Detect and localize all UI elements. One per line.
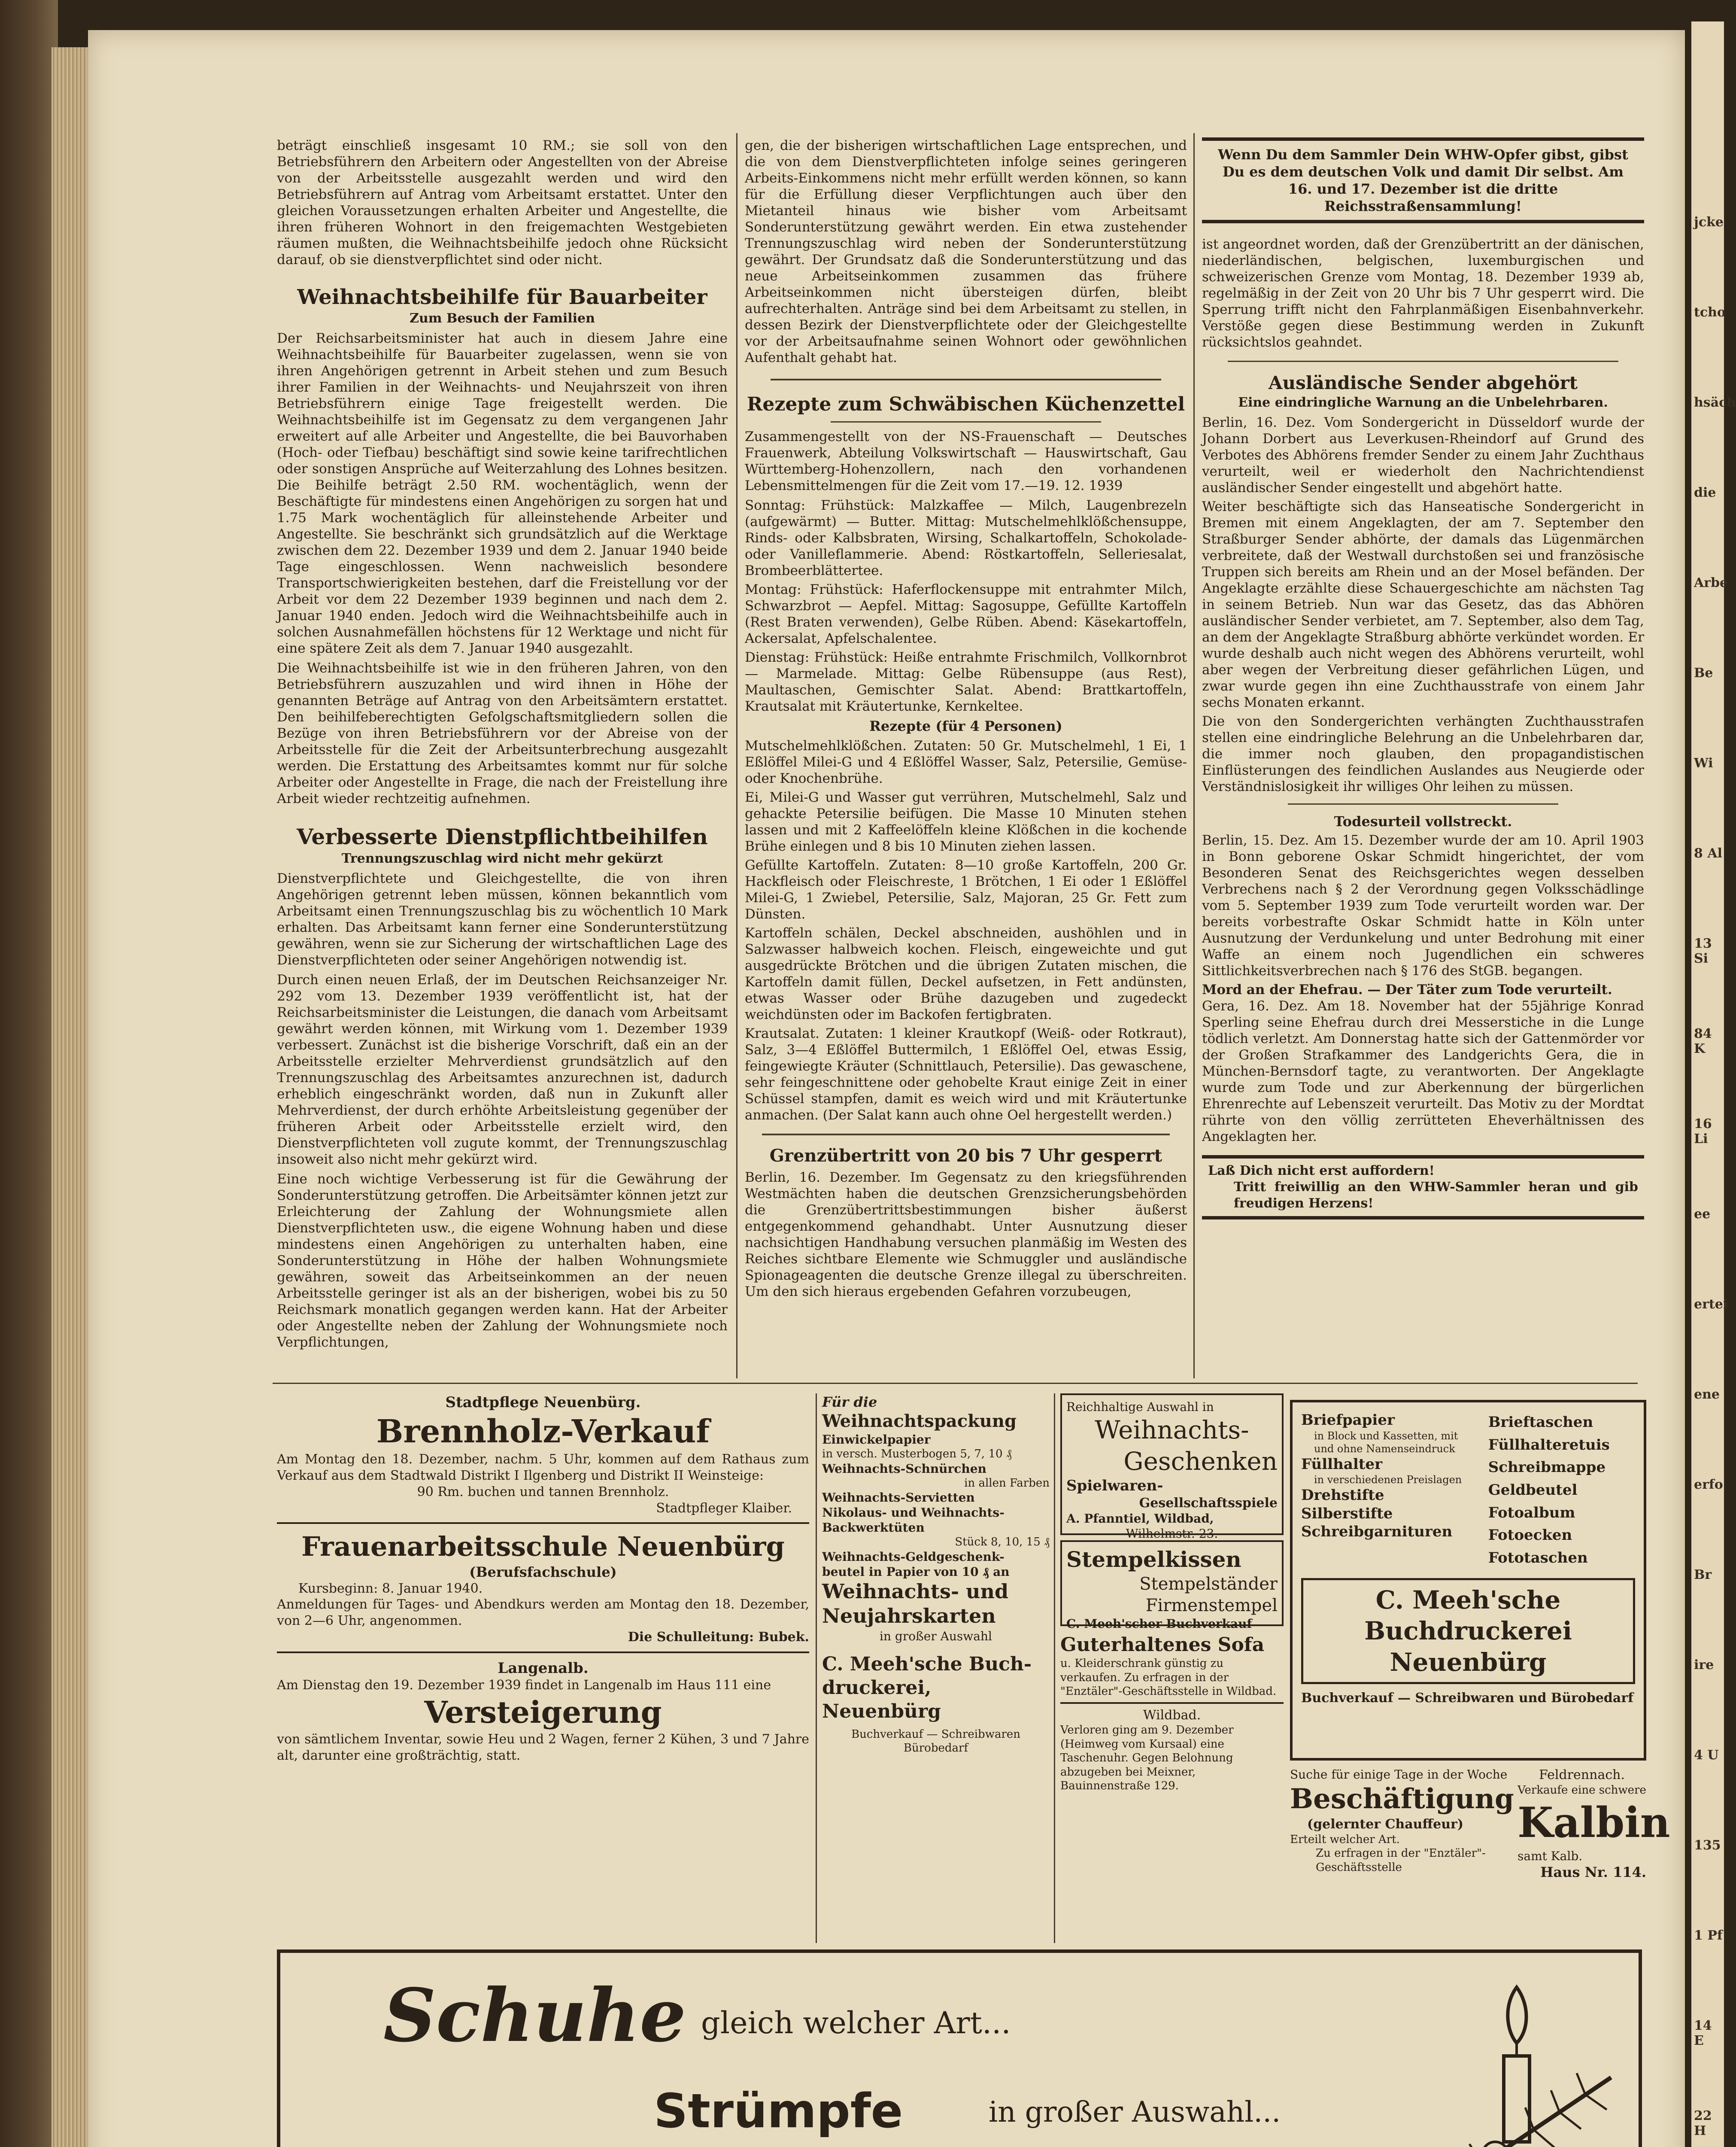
ad-line: Weihnachts-Schnürchen	[822, 1461, 986, 1476]
facing-page-fragment: Br	[1694, 1567, 1712, 1582]
ad-big-struempfe: Strümpfe	[654, 2083, 903, 2138]
ad-line: Gesellschaftsspiele	[1139, 1495, 1278, 1511]
ad-line: Briefpapier	[1301, 1411, 1395, 1429]
ad-line: in versch. Musterbogen 5, 7, 10 ₰	[822, 1448, 1012, 1460]
ad-signature: Die Schulleitung: Bubek.	[628, 1630, 809, 1645]
column-1	[277, 137, 728, 1378]
ad-line: Feldrennach.	[1539, 1767, 1625, 1782]
ad-line: Backwerktüten	[822, 1521, 925, 1535]
ad-beschaeftigung	[1290, 1767, 1513, 1947]
ad-line: in allen Farben	[964, 1476, 1050, 1490]
ad-column-small	[1060, 1393, 1284, 1943]
ad-line: Stempelständer	[1139, 1574, 1278, 1594]
article-paragraph: Die von den Sondergerichten verhängten Zuchthausstrafen stellen eine eindringliche Belehrung an die Unbelehrbaren dar, die immer noch glauben, den propagandistischen Einflüsterungen des feindlichen Auslandes aus Neugierde oder Verständnislosigkeit ihr williges Ohr leihen zu müssen.	[1202, 714, 1644, 794]
candle-fir-branch-illustration	[1388, 1979, 1628, 2147]
ad-text: Anmeldungen für Tages- und Abendkurs werden am Montag den 18. Dezember, von 2—6 Uhr, angenommen.	[277, 1597, 809, 1628]
newspaper-page	[88, 30, 1685, 2147]
ad-stempelkissen	[1060, 1540, 1284, 1631]
whw-notice-box	[1202, 137, 1644, 223]
article-paragraph: Zusammengestellt von der NS-Frauenschaft — Deutsches Frauenwerk, Abteilung Volkswirtschaft — Hauswirtschaft, Gau Württemberg-Hohenzollern, nach den vorhandenen Lebensmittelmengen für die Zeit vom 17.—19. 12. 1939	[745, 429, 1187, 493]
ad-line: in verschiedenen Preislagen	[1314, 1474, 1462, 1486]
ad-text: von sämtlichem Inventar, sowie Heu und 2 Wagen, ferner 2 Kühen, 3 und 7 Jahre alt, darunter eine großträchtig, statt.	[277, 1731, 809, 1763]
article-paragraph: Dienstag: Frühstück: Heiße entrahmte Frischmilch, Vollkornbrot — Marmelade. Mittag: Gelbe Rübensuppe (aus Rest), Maultaschen, Gemischter Salat. Abend: Brattkartoffeln, Krautsalat mit Kräutertunke, Kernkeltee.	[745, 650, 1187, 714]
ad-text: 90 Rm. buchen und tannen Brennholz.	[417, 1484, 669, 1499]
column-rule	[1193, 133, 1195, 1378]
ad-line: Weihnachts- und	[822, 1579, 1009, 1603]
ad-line: Fototaschen	[1488, 1549, 1588, 1567]
headline-mord: Mord an der Ehefrau. — Der Täter zum Tode verurteilt.	[1202, 982, 1612, 997]
ad-text: Kursbeginn: 8. Januar 1940.	[298, 1581, 483, 1596]
column-3	[1202, 137, 1644, 1378]
subheadline: Eine eindringliche Warnung an die Unbelehrbaren.	[1238, 395, 1608, 410]
facing-page-fragment: ee	[1694, 1207, 1711, 1222]
article-paragraph: Der Reichsarbeitsminister hat auch in diesem Jahre eine Weihnachtsbeihilfe für Bauarbeiter zugelassen, wenn sie von ihren Angehörigen getrennt in Arbeit stehen und zum Besuch ihrer Familien in der Weihnachts- und Neujahrszeit von ihren Betriebsführern einige Tage freigestellt werden. Die Weihnachtsbeihilfe ist im Gegensatz zu dem vergangenen Jahr erweitert auf alle Arbeiter und Angestellte, die bei Bauvorhaben (Hoch- oder Tiefbau) beschäftigt sind sowie keine tarifrechtlichen oder sonstigen Ansprüche auf Weiterzahlung des Lohnes besitzen. Die Beihilfe beträgt 2.50 RM. wochentäglich, wenn der Beschäftigte für mindestens einen Angehörigen zu sorgen hat und 1.75 Mark wochentäglich für alleinstehende Arbeiter und Angestellte. Sie beschränkt sich grundsätzlich auf die Werktage zwischen dem 22. Dezember 1939 und dem 2. Januar 1940 beide Tage eingeschlossen. Wenn nachweislich besondere Transportschwierigkeiten bestehen, darf die Freistellung vor der Arbeit vor dem 22 Dezember 1939 beginnen und nach dem 2. Januar 1940 enden. Jedoch wird die Weihnachtsbeihilfe auch in solchen Ausnahmefällen höchstens für 12 Werktage und nicht für eine spätere Zeit als dem 7. Januar 1940 ausgezahlt.	[277, 331, 728, 656]
facing-page-fragment: ire	[1694, 1657, 1714, 1673]
headline-todesurteil: Todesurteil vollstreckt.	[1334, 813, 1512, 830]
article-paragraph: Mutschelmehlklößchen. Zutaten: 50 Gr. Mutschelmehl, 1 Ei, 1 Eßlöffel Milei-G und 4 Eßlöffel Wasser, Salz, Petersilie, Gemüse- oder Knochenbrühe.	[745, 738, 1187, 786]
ad-line: Suche für einige Tage in der Woche	[1290, 1767, 1508, 1782]
ad-signature: Stadtpfleger Klaiber.	[656, 1500, 792, 1516]
rule	[762, 1134, 1170, 1135]
headline-grenzuebertritt: Grenzübertritt von 20 bis 7 Uhr gesperrt	[769, 1146, 1162, 1166]
ad-line: A. Pfanntiel, Wildbad,	[1066, 1511, 1214, 1526]
article-continuation: ist angeordnet worden, daß der Grenzübertritt an der dänischen, niederländischen, belgischen, luxemburgischen und schweizerischen Grenze vom Montag, 18. Dezember 1939 ab, regelmäßig in der Zeit von 20 Uhr bis 7 Uhr gesperrt wird. Die Sperrung trifft nicht den Fahrplanmäßigen Eisenbahnverkehr. Verstöße gegen diese Bestimmung werden in Zukunft rücksichtslos geahndet.	[1202, 237, 1644, 350]
column-2	[745, 137, 1187, 1378]
article-paragraph: Berlin, 16. Dez. Vom Sondergericht in Düsseldorf wurde der Johann Dorbert aus Leverkusen-Rheindorf auf Grund des Verbotes des Abhörens fremder Sender zu einem Jahr Zuchthaus verurteilt, weil er wiederholt den Nachrichtendienst ausländischer Sender eingestellt und abgehört hatte.	[1202, 415, 1644, 496]
ad-text: gleich welcher Art...	[701, 2005, 1011, 2041]
ad-title-frauenarbeitsschule: Frauenarbeitsschule Neuenbürg	[301, 1531, 785, 1562]
ad-text: Am Montag den 18. Dezember, nachm. 5 Uhr, kommen auf dem Rathaus zum Verkauf aus dem Stadtwald Distrikt I Ilgenberg und Distrikt II Weinsteige:	[277, 1452, 809, 1483]
article-paragraph: Krautsalat. Zutaten: 1 kleiner Krautkopf (Weiß- oder Rotkraut), Salz, 3—4 Eßlöffel Buttermilch, 1 Eßlöffel Oel, etwas Essig, feingewiegte Kräuter (Schnittlauch, Petersilie). Das gewaschene, sehr feingeschnittene oder gehobelte Kraut einige Zeit in einer Schüssel stampfen, damit es weich wird und mit Kräutertunke anmachen. (Der Salat kann auch ohne Oel hergestellt werden.)	[745, 1026, 1187, 1123]
ad-footer: Buchverkauf	[1301, 1691, 1393, 1706]
ad-line: Füllhalteretuis	[1488, 1436, 1610, 1454]
facing-page-edge	[1691, 21, 1736, 2147]
ad-big-schuhe: Schuhe	[383, 1973, 686, 2059]
article-paragraph: Weiter beschäftigte sich das Hanseatische Sondergericht in Bremen mit einem Angeklagten, der am 7. September den Straßburger Sender abhörte, der damals das Lügenmärchen verbreitete, daß der Westwall durchstoßen sei und französische Truppen sich bereits am Rhein und an der Mosel befänden. Der Angeklagte erzählte diese Schauergeschichte am nächsten Tag in seinem Betrieb. Nun war das Gesetz, das das Abhören ausländischer Sender verbietet, am 7. September, also dem Tag, an dem der Angeklagte Straßburg abhörte verkündet worden. Er wurde deshalb auch nicht wegen des Abhörens verurteilt, wohl aber wegen der Verbreitung dieser gefährlichen Lügen, und zwar wurde gegen ihn eine Zuchthausstrafe von einem Jahr sechs Monaten erkannt.	[1202, 499, 1644, 710]
article-paragraph: Berlin, 15. Dez. Am 15. Dezember wurde der am 10. April 1903 in Bonn geborene Oskar Schmidt hingerichtet, der vom Besonderen Senat des Reichsgerichtes wegen desselben Verbrechens nach § 2 der Verordnung gegen Volksschädlinge vom 5. September 1939 zum Tode verurteilt worden war. Der bereits vorbestrafte Oskar Schmidt hatte in Köln unter Ausnutzung der Verdunkelung und unter Bedrohung mit einer Waffe an einem noch Jugendlichen ein schweres Sittlichkeitsverbrechen nach § 176 des StGB. begangen.	[1202, 833, 1644, 979]
facing-page-fragment: 13 Si	[1694, 936, 1712, 966]
ad-line: Schreibmappe	[1488, 1459, 1606, 1476]
ad-line: druckerei, Neuenbürg	[822, 1676, 941, 1722]
ad-line: Geldbeutel	[1488, 1481, 1578, 1499]
rule	[277, 1522, 809, 1524]
facing-page-fragment: 135	[1694, 1838, 1721, 1853]
ad-line: Fotoecken	[1488, 1527, 1572, 1544]
ad-text: in großer Auswahl...	[989, 2095, 1281, 2129]
article-paragraph: Die Weihnachtsbeihilfe ist wie in den früheren Jahren, von den Betriebsführern auszuzahlen und wird ihnen in Höhe der genannten Beträge auf Antrag von den Arbeitsämtern erstattet. Den beihilfeberechtigten Gefolgschaftsmitgliedern sollen die Bezüge von ihren Betriebsführern vor der Abreise von der Arbeitsstelle für die Zeit der Arbeitsunterbrechung ausgezahlt werden. Die Erstattung des Arbeitsamtes kommt nur für solche Arbeiter oder Angestellte in Frage, die nach der Freistellung ihre Arbeit wieder rechtzeitig aufnehmen.	[277, 660, 728, 806]
section-rule	[273, 1383, 1638, 1384]
facing-page-fragment: die	[1694, 485, 1716, 500]
facing-page-fragment: jcke	[1694, 215, 1724, 230]
facing-page-fragment: 4 U	[1694, 1748, 1719, 1763]
whw-notice-text: Wenn Du dem Sammler Dein WHW-Opfer gibst, gibst Du es dem deutschen Volk und damit Dir selbst. Am 16. und 17. Dezember ist die dritte Reichsstraßensammlung!	[1218, 146, 1628, 214]
ad-line: Stempelkissen	[1066, 1547, 1241, 1572]
ad-line: Erteilt welcher Art.	[1290, 1833, 1400, 1846]
ad-line: Schreibgarnituren	[1301, 1523, 1453, 1540]
ad-line: beutel in Papier von 10 ₰ an	[822, 1564, 1010, 1579]
ad-line: Guterhaltenes Sofa	[1060, 1634, 1265, 1656]
ad-line: Haus Nr. 114.	[1540, 1864, 1646, 1880]
ad-line: u. Kleiderschrank günstig zu verkaufen. Zu erfragen in der "Enztäler"-Geschäftsstelle in Wildbad.	[1060, 1657, 1277, 1698]
facing-page-fragment: ertei	[1694, 1297, 1728, 1312]
ad-line: Verloren ging am 9. Dezember (Heimweg vom Kursaal) eine Taschenuhr. Gegen Belohnung abzugeben bei Meixner, Bauinnenstraße 129.	[1060, 1724, 1234, 1792]
facing-page-fragment: erfo	[1694, 1477, 1723, 1492]
facing-page-fragment: 8 Al	[1694, 846, 1722, 861]
ad-title-buchdruckerei: C. Meeh'sche Buchdruckerei Neuenbürg	[1364, 1585, 1572, 1677]
article-paragraph: Berlin, 16. Dezember. Im Gegensatz zu den kriegsführenden Westmächten haben die deutschen Grenzsicherungsbehörden die Grenzübertrittsbestimmungen bisher äußerst entgegenkommend gehandhabt. Unter Ausnutzung dieser nachsichtigen Handhabung versuchen planmäßig im Westen des Reiches sichtbare Elemente wie Schmuggler und ausländische Spionageagenten die deutsche Grenze illegal zu überschreiten. Um den sich hieraus ergebenden Gefahren vorzubeugen,	[745, 1170, 1187, 1299]
ad-line: C. Meeh'scher Buchverkauf	[1066, 1616, 1252, 1631]
facing-page-fragment: 1 Pf	[1694, 1928, 1723, 1943]
article-paragraph: Montag: Frühstück: Haferflockensuppe mit entrahmter Milch, Schwarzbrot — Aepfel. Mittag: Sagosuppe, Gefüllte Kartoffeln (Rest Braten verwenden), Gelbe Rüben. Abend: Käsekartoffeln, Ackersalat, Apfelschalentee.	[745, 582, 1187, 646]
ad-line: Reichhaltige Auswahl in	[1066, 1400, 1214, 1414]
article-paragraph: Dienstverpflichtete und Gleichgestellte, die von ihren Angehörigen getrennt leben müssen, können bekanntlich vom Arbeitsamt einen Trennungszuschlag bis zu wöchentlich 10 Mark erhalten. Das Arbeitsamt kann ferner eine Sonderunterstützung gewähren, wenn sie zur Sicherung der wirtschaftlichen Lage des Dienstverpflichteten oder seiner Angehörigen notwendig ist.	[277, 871, 728, 968]
ad-line: Spielwaren-	[1066, 1477, 1163, 1494]
subheadline: Trennungszuschlag wird nicht mehr gekürzt	[341, 851, 663, 866]
ad-line: in Block und Kassetten, mit und ohne Namenseindruck	[1314, 1429, 1458, 1455]
facing-page-fragment: Be	[1694, 666, 1713, 681]
book-spine	[0, 0, 58, 2147]
article-paragraph: Sonntag: Frühstück: Malzkaffee — Milch, Laugenbrezeln (aufgewärmt) — Butter. Mittag: Mutschelmehlklößchensuppe, Rinds- oder Kalbsbraten, Wirsing, Schalkartoffeln, Schokolade- oder Vanilleflammerie. Abend: Röstkartoffeln, Selleriesalat, Brombeerblättertee.	[745, 498, 1187, 578]
ad-title-brennholz: Brennholz-Verkauf	[376, 1413, 710, 1450]
facing-page-fragment: ene	[1694, 1387, 1720, 1402]
ad-line: Weihnachts-Geldgeschenk-	[822, 1549, 1005, 1564]
article-paragraph: Ei, Milei-G und Wasser gut verrühren, Mutschelmehl, Salz und gehackte Petersilie beifügen. Die Masse 10 Minuten stehen lassen und mit 2 Kaffeelöffeln kleine Klößchen in die kochende Brühe einlegen und 8 bis 10 Minuten ziehen lassen.	[745, 790, 1187, 854]
ad-line: Einwickelpapier	[822, 1432, 931, 1447]
article-paragraph: Eine noch wichtige Verbesserung ist für die Gewährung der Sonderunterstützung getroffen. Die Arbeitsämter können jetzt zur Erleichterung der Zahlung der Wohnungsmiete allen Dienstverpflichteten usw., die eigene Wohnung haben und diese mindestens einen Angehörigen zu unterhalten haben, eine Sonderunterstützung in Höhe der halben Wohnungsmiete gewähren, soweit das Arbeitseinkommen an der neuen Arbeitsstelle geringer ist als an der bisherigen, wobei bis zu 50 Reichsmark monatlich gegangen werden kann. Hat der Arbeiter oder Angestellte neben der Zahlung der Wohnungsmiete noch Verpflichtungen,	[277, 1171, 728, 1350]
headline-rezepte: Rezepte zum Schwäbischen Küchenzettel	[747, 393, 1185, 415]
ad-line: Silberstifte	[1301, 1505, 1393, 1522]
ad-heading: Langenalb.	[498, 1659, 589, 1677]
ad-line: Buchverkauf — Schreibwaren	[851, 1727, 1021, 1741]
ad-line: Wildbad.	[1143, 1707, 1201, 1723]
rule	[277, 1651, 809, 1653]
ad-buchdruckerei	[1290, 1400, 1646, 1761]
ad-line: Weihnachts-	[1095, 1415, 1249, 1445]
whw-appeal-line: Tritt freiwillig an den WHW-Sammler heran und gib freudigen Herzens!	[1234, 1180, 1638, 1211]
ad-line: Nikolaus- und Weihnachts-	[822, 1505, 1005, 1520]
ad-text: Am Dienstag den 19. Dezember 1939 findet in Langenalb im Haus 111 eine	[277, 1678, 771, 1693]
ad-line: Weihnachts-Servietten	[822, 1490, 975, 1505]
rule	[1288, 803, 1558, 805]
facing-page-fragment: hsäch	[1694, 395, 1736, 410]
facing-page-fragment: 84 K	[1694, 1026, 1712, 1056]
article-paragraph: Durch einen neuen Erlaß, der im Deutschen Reichsanzeiger Nr. 292 vom 13. Dezember 1939 veröffentlicht ist, hat der Reichsarbeitsminister die Leistungen, die danach vom Arbeitsamt gewährt werden können, mit Wirkung vom 1. Dezember 1939 verbessert. Zunächst ist die bisherige Vorschrift, daß ein an der Arbeitsstelle erzielter Mehrverdienst grundsätzlich auf den Trennungszuschlag des Arbeitsamtes anzurechnen ist, dadurch erheblich eingeschränkt worden, daß nun in Zukunft aller Mehrverdienst, der durch erhöhte Arbeitsleistung gegenüber der früheren Arbeit oder Arbeitsstelle erzielt wird, den Dienstverpflichteten voll zugute kommt, der Trennungszuschlag insoweit also nicht mehr gekürzt wird.	[277, 972, 728, 1167]
rule	[1228, 361, 1618, 362]
article-continuation: gen, die der bisherigen wirtschaftlichen Lage entsprechen, und die von dem Dienstverpflichteten infolge seines geringeren Arbeits-Einkommens nicht mehr erfüllt werden können, so kann für die Erfüllung dieser Verpflichtungen auch über den Mietanteil hinaus wie bisher vom Arbeitsamt Sonderunterstützung gewährt werden. Ein etwa zustehender Trennungszuschlag wird neben der Sonderunterstützung gewährt. Der Grundsatz daß die Sonderunterstützung und das neue Arbeitseinkommen zusammen das frühere Arbeitseinkommen nicht übersteigen dürfen, bleibt aufrechterhalten. Anträge sind bei dem Arbeitsamt zu stellen, in dessen Bezirk der Dienstverpflichtete oder der Gleichgestellte vor der Arbeitsaufnahme seinen Wohnort oder gewöhnlichen Aufenthalt gehabt hat.	[745, 138, 1187, 365]
ad-weihnachtsgeschenke	[1060, 1393, 1284, 1541]
headline-dienstpflichtbeihilfen: Verbesserte Dienstpflichtbeihilfen	[297, 824, 708, 849]
ad-heading: Stadtpflege Neuenbürg.	[445, 1394, 641, 1411]
ad-line: Wilhelmstr. 23.	[1126, 1527, 1218, 1541]
ad-verloren	[1060, 1704, 1284, 1797]
ad-line: Beschäftigung	[1290, 1783, 1514, 1815]
ad-line: (gelernter Chauffeur)	[1307, 1817, 1464, 1832]
ad-footer: — Schreibwaren und Bürobedarf	[1397, 1691, 1634, 1706]
article-paragraph: Gefüllte Kartoffeln. Zutaten: 8—10 große Kartoffeln, 200 Gr. Hackfleisch oder Fleischreste, 1 Brötchen, 1 Ei oder 1 Eßlöffel Milei-G, 1 Zwiebel, Petersilie, Salz, Majoran, 25 Gr. Fett zum Dünsten.	[745, 858, 1187, 922]
ad-line: Bürobedarf	[903, 1742, 968, 1755]
facing-page-fragment: Wi	[1694, 756, 1713, 771]
rule	[771, 379, 1161, 380]
whw-appeal-line: Laß Dich nicht erst auffordern!	[1208, 1163, 1435, 1178]
facing-page-fragment: 22 H	[1694, 2108, 1712, 2138]
headline-weihnachtsbeihilfe: Weihnachtsbeihilfe für Bauarbeiter	[297, 285, 707, 309]
ad-line: Geschenken	[1123, 1446, 1278, 1476]
ad-buchdruckerei-name-box	[1301, 1578, 1635, 1685]
ad-title-versteigerung: Versteigerung	[424, 1694, 662, 1730]
whw-appeal-box	[1202, 1155, 1644, 1219]
ad-schuhhaus-krause	[277, 1949, 1642, 2147]
article-paragraph: Gera, 16. Dez. Am 18. November hat der 55jährige Konrad Sperling seine Ehefrau durch drei Messerstiche in die Lunge tödlich verletzt. Am Donnerstag hatte sich der Gattenmörder vor der Großen Strafkammer des Landgerichts Gera, die in München-Bernsdorf tagte, zu verantworten. Der Angeklagte wurde zum Tode und zur Aberkennung der bürgerlichen Ehrenrechte auf Lebenszeit verurteilt. Das Motiv zu der Mordtat rührte von den völlig zerrütteten Eheverhältnissen des Angeklagten her.	[1202, 998, 1644, 1144]
ad-line: C. Meeh'sche Buch-	[822, 1653, 1032, 1675]
subheadline: Rezepte (für 4 Personen)	[869, 718, 1062, 734]
ad-line: Füllhalter	[1301, 1455, 1383, 1473]
facing-page-fragment: Arbe	[1694, 575, 1728, 590]
column-rule	[1054, 1393, 1055, 1943]
ad-subtitle: (Berufsfachschule)	[469, 1563, 617, 1580]
ad-weihnachtspackung	[822, 1393, 1050, 1943]
ad-line: Firmenstempel	[1145, 1595, 1278, 1615]
facing-page-fragment: 14 E	[1694, 2018, 1712, 2048]
facing-page-fragment: tcho	[1694, 305, 1726, 320]
ad-line: Kalbin	[1517, 1798, 1670, 1847]
ad-line: Verkaufe eine schwere	[1517, 1783, 1646, 1797]
ad-kalbin	[1517, 1767, 1670, 1947]
ad-line: Fotoalbum	[1488, 1504, 1575, 1521]
ad-line: Weihnachtspackung	[822, 1411, 1017, 1431]
column-rule	[816, 1393, 817, 1943]
column-rule	[736, 133, 737, 1378]
ad-line: in großer Auswahl	[880, 1629, 992, 1643]
article-continuation: beträgt einschließ insgesamt 10 RM.; sie soll von den Betriebsführern den Arbeitern oder Angestellten von der Abreise von der Arbeitsstelle ausgezahlt werden und wird den Betriebsführern auf Antrag vom Arbeitsamt erstattet. Unter den gleichen Voraussetzungen erhalten Arbeiter und Angestellte, die ihren früheren Wohnort in den freigemachten Westgebieten räumen mußten, die Weihnachtsbeihilfe jedoch ohne Rücksicht darauf, ob sie dienstverpflichtet sind oder nicht.	[277, 138, 728, 268]
facing-page-fragment: 16 Li	[1694, 1116, 1712, 1146]
ad-line: Brieftaschen	[1488, 1414, 1593, 1431]
ad-line: Für die	[822, 1394, 877, 1410]
ad-line: samt Kalb.	[1517, 1849, 1583, 1863]
ad-line: Neujahrskarten	[822, 1604, 996, 1627]
ad-line: Drehstifte	[1301, 1487, 1384, 1504]
headline-auslaendische-sender: Ausländische Sender abgehört	[1268, 372, 1578, 393]
subheadline: Zum Besuch der Familien	[410, 311, 595, 326]
rule	[831, 421, 1101, 423]
article-paragraph: Kartoffeln schälen, Deckel abschneiden, aushöhlen und in Salzwasser halbweich kochen. Fleisch, eingeweichte und gut ausgedrückte Brötchen und die übrigen Zutaten mischen, die Kartoffeln damit füllen, Deckel aufsetzen, in Fett andünsten, etwas Wasser oder Brühe dazugeben und zugedeckt weichdünsten oder im Backofen fertigbraten.	[745, 925, 1187, 1022]
ad-block-municipal	[277, 1393, 809, 1947]
ad-sofa	[1060, 1630, 1284, 1704]
ad-line: Stück 8, 10, 15 ₰	[955, 1536, 1050, 1548]
ad-line: Zu erfragen in der "Enztäler"-Geschäftsstelle	[1316, 1847, 1486, 1874]
